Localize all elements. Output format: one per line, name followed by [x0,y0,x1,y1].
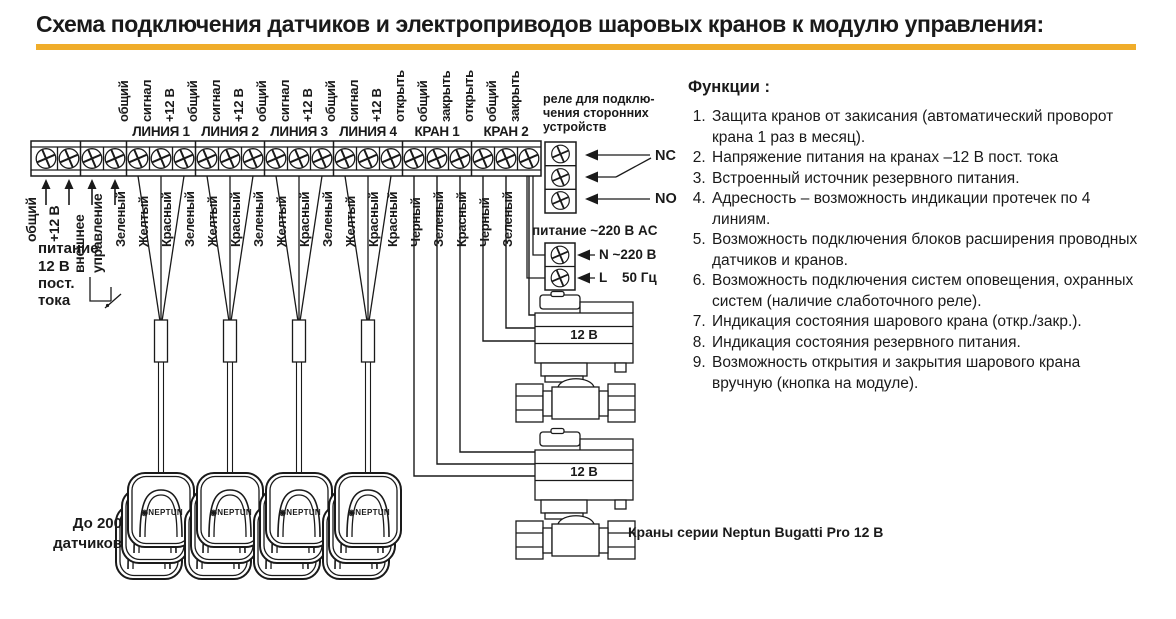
sensor-stack-2 [185,473,263,579]
wire-color-label: Черный [477,197,492,247]
cable-line2 [224,320,237,362]
function-item: 7. Индикация состояния шарового крана (откр./закр.). [710,312,1140,333]
wire-color-label: Красный [159,191,174,247]
terminal-label: сигнал [208,79,223,122]
neptun-brand-text: NEPTUN [355,508,390,517]
sensor-stack-1 [116,473,194,579]
terminal-strip [31,141,541,176]
power-220-block [545,243,595,290]
neptun-globe-icon: ◉ [210,508,218,517]
accent-underline [36,44,1136,50]
terminal-label: +12 В [231,88,246,122]
sensor-brand [338,508,400,517]
terminal-label: общий [323,80,338,122]
terminal-label: +12 В [300,88,315,122]
wire-color-label: Желтый [343,196,358,247]
function-item: 9. Возможность открытия и закрытия шарового крана вручную (кнопка на модуле). [710,353,1140,394]
sensor-brand [200,508,262,517]
wire-color-label: Зеленый [182,191,197,247]
wire-color-label: Зеленый [431,191,446,247]
relay-nc-label: NC [655,148,676,164]
function-item: 5. Возможность подключения блоков расширения проводных датчиков и кранов. [710,230,1140,271]
valve-assembly-2 [516,429,635,560]
relay-caption-line: устройств [543,120,607,134]
sensor-count-caption-1: До 200 [72,515,122,532]
relay-caption-line: чения сторонних [543,106,649,120]
terminal-label: общий [415,80,430,122]
power-caption-line: тока [38,292,71,309]
external-control-label-1: внешнее [71,214,87,273]
terminal-label: общий [254,80,269,122]
terminal-label: +12 В [162,88,177,122]
wire-color-label: Желтый [136,196,151,247]
power-common-label: общий [23,197,39,242]
terminal-label: общий [484,80,499,122]
neptun-brand-text: NEPTUN [148,508,183,517]
sensor-brand [131,508,193,517]
terminal-label: сигнал [277,79,292,122]
functions-panel [688,78,1140,394]
relay-block [545,142,651,213]
input-arrows [42,179,120,205]
neptun-globe-icon: ◉ [279,508,287,517]
neptun-globe-icon: ◉ [141,508,149,517]
terminal-label: +12 В [369,88,384,122]
cable-line1 [155,320,168,362]
power-caption-line: питание [38,240,99,257]
sensor-stack-3 [254,473,332,579]
relay-no-label: NO [655,191,677,207]
external-control-label-2: управление [89,193,105,273]
sensor-stack-4 [323,473,401,579]
wire-color-label: Зеленый [251,191,266,247]
group-label-line1: ЛИНИЯ 1 [132,124,190,139]
valve-assembly-1 [516,292,635,423]
terminal-label: сигнал [139,79,154,122]
wire-color-label: Красный [385,191,400,247]
power-caption-line: пост. [38,275,75,292]
group-label-line3: ЛИНИЯ 3 [270,124,328,139]
functions-heading: Функции : [688,78,770,96]
terminal-label: открыть [392,70,407,122]
neptun-brand-text: NEPTUN [286,508,321,517]
power-220-l-label: L 50 Гц [599,270,657,285]
terminal-label: общий [185,80,200,122]
power-220-caption: питание ~220 В AC [532,223,658,238]
wire-color-label: Желтый [274,196,289,247]
wire-color-label: Красный [366,191,381,247]
wire-color-label: Зеленый [320,191,335,247]
valve-series-caption: Краны серии Neptun Bugatti Pro 12 В [628,524,884,540]
power-12v-label: +12 В [46,205,62,242]
page-title: Схема подключения датчиков и электроприводов шаровых кранов к модулю управления: [36,11,1044,37]
function-item: 4. Адресность – возможность индикации протечек по 4 линиям. [710,189,1140,230]
actuator2-voltage-label: 12 В [570,464,598,479]
actuator1-voltage-label: 12 В [570,327,598,342]
functions-list [688,107,1140,394]
terminal-label: закрыть [438,70,453,122]
power-220-n-label: N ~220 В [599,247,657,262]
terminal-label: общий [116,80,131,122]
function-item: 8. Индикация состояния резервного питания. [710,333,1140,354]
wire-color-label: Черный [408,197,423,247]
wire-color-label: Красный [454,191,469,247]
relay-caption-line: реле для подклю- [543,92,655,106]
function-item: 3. Встроенный источник резервного питания. [710,169,1140,190]
group-label-line2: ЛИНИЯ 2 [201,124,259,139]
external-control-switch [90,277,121,308]
function-item: 6. Возможность подключения систем оповещения, охранных систем (наличие слаботочного реле). [710,271,1140,312]
wire-color-label: Красный [297,191,312,247]
wire-color-label: Зеленый [113,191,128,247]
wire-color-label: Красный [228,191,243,247]
function-item: 1. Защита кранов от закисания (автоматический проворот крана 1 раз в месяц). [710,107,1140,148]
wire-color-label: Желтый [205,196,220,247]
cable-line4 [362,320,375,362]
neptun-brand-text: NEPTUN [217,508,252,517]
sensor-count-caption-2: датчиков [53,535,122,552]
terminal-label: открыть [461,70,476,122]
group-label-kran1: КРАН 1 [414,124,460,139]
sensor-brand [269,508,331,517]
group-label-line4: ЛИНИЯ 4 [339,124,397,139]
wire-color-label: Зеленый [500,191,515,247]
neptun-globe-icon: ◉ [348,508,356,517]
terminal-label: сигнал [346,79,361,122]
function-item: 2. Напряжение питания на кранах –12 В пост. тока [710,148,1140,169]
power-caption-line: 12 В [38,258,70,275]
cable-line3 [293,320,306,362]
terminal-label: закрыть [507,70,522,122]
group-label-kran2: КРАН 2 [483,124,529,139]
